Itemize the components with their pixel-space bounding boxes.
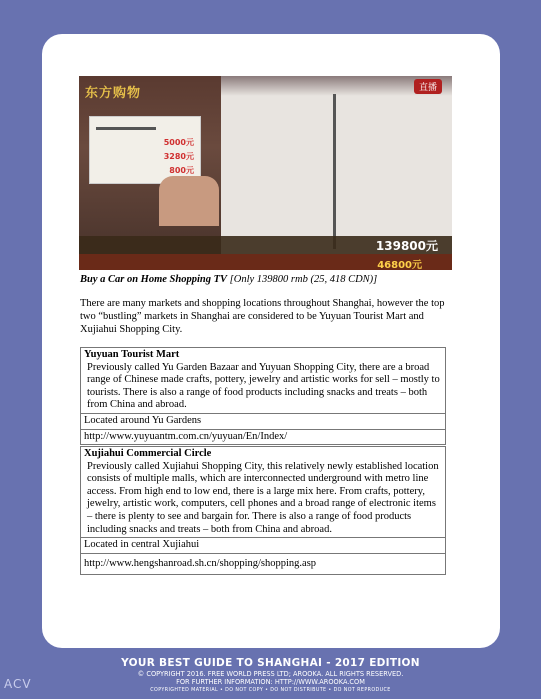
- presenter-hand: [159, 176, 219, 226]
- photo-screen-panel: [221, 76, 452, 254]
- home-shopping-tv-photo: [79, 76, 452, 270]
- footer-notice: COPYRIGHTED MATERIAL • DO NOT COPY • DO NOT DISTRIBUTE • DO NOT REPRODUCE: [150, 688, 391, 693]
- footer-title: YOUR BEST GUIDE TO SHANGHAI - 2017 EDITION: [121, 657, 420, 669]
- card-price: 5000元: [163, 138, 194, 147]
- document-page: [42, 34, 500, 648]
- price-card: [89, 116, 201, 184]
- card-price: 800元: [169, 166, 194, 175]
- channel-logo: 东方购物: [85, 86, 142, 101]
- caption-title: Buy a Car on Home Shopping TV: [80, 274, 228, 285]
- caption-note: [Only 139800 rmb (25, 418 CDN)]: [229, 274, 378, 285]
- market-cell: [81, 348, 446, 414]
- table-row: [81, 447, 446, 538]
- intro-paragraph: There are many markets and shopping locations throughout Shanghai, however the top two “bustling” markets in Shanghai are considered to be Yuyuan Tourist Mart and Xujiahui Shopping City.: [80, 298, 445, 335]
- card-price: 3280元: [163, 152, 194, 161]
- info-bar-price: 139800元: [375, 239, 438, 253]
- market-url: http://www.yuyuantm.com.cn/yuyuan/En/Index/: [81, 429, 446, 445]
- table-row: [81, 413, 446, 429]
- market-description: Previously called Xujiahui Shopping City, this relatively newly established location consists of multiple malls, which are interconnected underground with metro line access. From high end to low end, there is a large mix here. From crafts, pottery, jewelry, artistic work, computers, cell phones and a broad range of electronic items – there is plenty to see and bargain for. There is also a range of food products including snacks and treats – both from China and abroad.: [87, 460, 439, 535]
- market-url: http://www.hengshanroad.sh.cn/shopping/shopping.asp: [81, 553, 446, 575]
- photo-left-panel: [79, 76, 221, 254]
- market-name: Xujiahui Commercial Circle: [84, 448, 212, 459]
- market-description: Previously called Yu Garden Bazaar and Yuyuan Shopping City, there are a broad range of Chinese made crafts, pottery, jewelry and artistic works for sell – mostly to tourists. There is also a range of food products including snacks and treats – both from China and abroad.: [87, 361, 440, 411]
- market-table-xujiahui: [80, 446, 446, 575]
- market-name: Yuyuan Tourist Mart: [84, 349, 180, 360]
- ticker-price: 46800元: [377, 260, 422, 270]
- market-cell: [81, 447, 446, 538]
- photo-caption: [80, 274, 460, 285]
- market-location: Located around Yu Gardens: [81, 413, 446, 429]
- table-row: [81, 553, 446, 575]
- screen-divider: [333, 94, 336, 249]
- market-location: Located in central Xujiahui: [81, 538, 446, 554]
- live-badge: 直播: [414, 79, 442, 94]
- table-row: [81, 538, 446, 554]
- footer-copyright: [0, 670, 541, 686]
- table-row: [81, 348, 446, 414]
- card-line: [96, 127, 156, 130]
- watermark: ACV: [4, 677, 32, 691]
- copyright-line: © COPYRIGHT 2016. FREE WORLD PRESS LTD; AROOKA. ALL RIGHTS RESERVED.: [137, 670, 404, 678]
- table-row: [81, 429, 446, 445]
- info-line: FOR FURTHER INFORMATION: HTTP://WWW.AROOKA.COM: [176, 678, 365, 686]
- market-table-yuyuan: [80, 347, 446, 445]
